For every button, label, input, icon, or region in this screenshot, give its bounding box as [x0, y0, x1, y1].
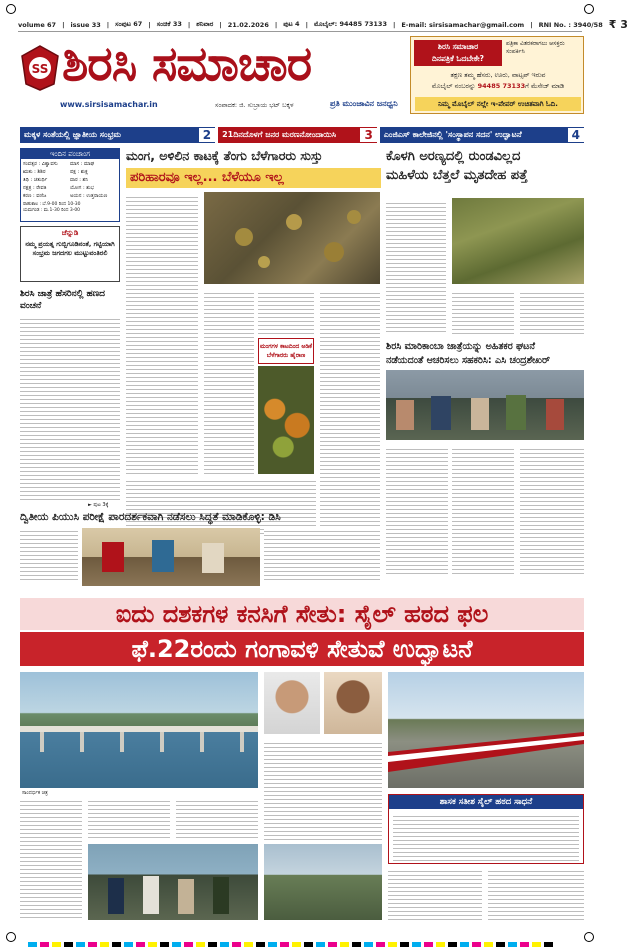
panchanga-row [23, 160, 117, 168]
panchanga-cell: ವಾರ : ಶನಿ [70, 177, 89, 183]
continued: ► ಪುಟ 3ಕ್ಕೆ [88, 502, 109, 508]
saile-box [388, 794, 584, 864]
article-body [258, 290, 314, 336]
rahu-kala: ರಾಹುಕಾಲ : ಬೆ.9-00 ರಿಂದ 10-30 [23, 202, 81, 207]
article-body [520, 290, 584, 334]
registration-mark [6, 932, 16, 942]
editor-line: ಸಂಪಾದಕ: ಜಿ. ಸುಬ್ರಾಯ ಭಟ್ ಬಕ್ಕಳ [215, 101, 294, 109]
pullquote: ಮಂಗಗಳ ಕಾಟದಿಂದ ಅಡಿಕೆ ಬೆಳೆಗಾರರು ಹೈರಾಣ [258, 338, 314, 364]
article-body [88, 798, 170, 840]
email: E-mail: sirsisamachar@gmail.com [401, 20, 525, 29]
article-body [388, 868, 482, 920]
article-body [386, 200, 446, 334]
bridge-headline-2: ಫೆ.22ರಂದು ಗಂಗಾವಳಿ ಸೇತುವೆ ಉದ್ಘಾಟನೆ [20, 632, 584, 666]
tagline: ಪ್ರತಿ ಮುಂಜಾವಿನ ಜನಧ್ವನಿ [330, 99, 398, 108]
article-body [20, 798, 82, 920]
issue: issue 33 [70, 20, 101, 29]
color-calibration-strip [28, 932, 572, 940]
portrait-photo-1 [264, 672, 320, 734]
panchanga-row [23, 168, 117, 176]
panchanga-cell: ಪಕ್ಷ : ಶುಕ್ಲ [70, 169, 88, 175]
panchanga-cell: ಕರಣ : ವಣಿಜ [23, 193, 47, 199]
panchanga-row [23, 192, 117, 200]
yama-ganda: ಯಮಗಂಡ : ಮ.1-30 ರಿಂದ 3-00 [23, 208, 81, 213]
article-body [176, 798, 258, 840]
promo-badge: ಶಿರಸಿ ಸಮಾಚಾರ ದಿನಪತ್ರಿಕೆ ಓದಬೇಕೇ? [414, 40, 502, 66]
quote-text: ನಮ್ಮ ಪ್ರಯತ್ನ ಗುಬ್ಬಿಗೂಡಿನಂತೆ, ಗಟ್ಟಿಯಾಗಿ ಸಂಭ್ರಮ ಜಗದಗಲ ಮುಟ್ಟುವಂತಿರಲಿ [25, 240, 115, 257]
panchanga-row [23, 184, 117, 192]
forest-photo [452, 198, 584, 284]
mango-headline-bottom: ಪರಿಹಾರವೂ ಇಲ್ಲ... ಬೆಳೆಯೂ ಇಲ್ಲ [126, 168, 381, 188]
article-body [386, 446, 448, 574]
weekday: ಶನಿವಾರ [196, 20, 214, 28]
promo-line2: ಮೊಬೈಲ್ ನಂಬರನ್ನು 94485 73133ಗೆ ಮೆಸೇಜ್ ಮಾಡಿ [431, 82, 565, 90]
article-body [264, 740, 382, 840]
article-body [452, 290, 514, 334]
article-body [126, 194, 198, 474]
website: www.sirsisamachar.in [60, 100, 158, 109]
panchanga-cell: ಯೋಗ : ಶುಭ [70, 185, 94, 191]
promo-right: ಪತ್ರಿಕಾ ವಿತರಕರಾಗಲು ಆಸಕ್ತರು ಸಂಪರ್ಕಿಸಿ [506, 40, 565, 55]
page-count: ಪುಟ 4 [283, 20, 300, 28]
svg-text:SS: SS [31, 62, 49, 76]
promo-box [410, 36, 584, 114]
panchanga-cell: ನಕ್ಷತ್ರ : ರೇವತಿ [23, 185, 47, 191]
panchanga-box [20, 148, 120, 222]
article-body [488, 868, 584, 920]
quote-title: ಚೆನ್ನುಡಿ [61, 229, 79, 237]
mango-headline-top: ಮಂಗ, ಅಳಿಲಿನ ಕಾಟಕ್ಕೆ ತೆಂಗು ಬೆಳೆಗಾರರು ಸುಸ್ತು [126, 148, 323, 163]
quote-box [20, 226, 120, 282]
samputa: ಸಂಪುಟ 67 [115, 20, 143, 28]
jatre-meeting-headline-2: ನಡೆಯದಂತೆ ಆಚರಿಸಲು ಸಹಕರಿಸಿ: ಎಸಿ ಚಂದ್ರಶೇಖರ್ [386, 355, 551, 366]
article-body [126, 478, 316, 534]
registration-mark [584, 932, 594, 942]
coconuts-photo [258, 366, 314, 474]
portrait-photo-2 [324, 672, 382, 734]
article-body [264, 528, 380, 582]
price: ₹ 3 [608, 18, 628, 31]
panchanga-cell: ಸಂವತ್ಸರ : ವಿಶ್ವಾವಸು [23, 161, 58, 167]
article-body [520, 446, 584, 574]
promo-footer: ನಿಮ್ಮ ಮೊಬೈಲ್ ನಲ್ಲೇ ಇ-ಪೇಪರ್ ಉಚಿತವಾಗಿ ಓದಿ. [415, 97, 581, 111]
registration-mark [584, 4, 594, 14]
promo-line1: ತಕ್ಷಣ ತಮ್ಮ ಹೆಸರು, ಊರು, ವಾಟ್ಸಪ್ ಇರುವ [450, 71, 546, 79]
rni: RNI No. : 3940/58 [538, 20, 603, 29]
panchanga-cell: ಅಯನ : ಉತ್ತರಾಯಣ [70, 193, 108, 199]
meeting-photo [386, 370, 584, 440]
index-item-2[interactable]: 21ದಿನದೊಳಗೆ ಜನರ ಮರಣನೋಂದಾಯಿಸಿ 3 [218, 127, 377, 143]
jatre-meeting-headline-1: ಶಿರಸಿ ಮಾರಿಕಾಂಬಾ ಜಾತ್ರೆಯನ್ನು ಅಹಿತಕರ ಘಟನೆ [386, 341, 536, 352]
murder-headline-2: ಮಹಿಳೆಯ ಬೆತ್ತಲೆ ಮೃತದೇಹ ಪತ್ತೆ [386, 168, 528, 183]
logo-emblem [20, 44, 60, 92]
date: 21.02.2026 [227, 20, 269, 29]
index-item-1[interactable]: ಮಕ್ಕಳ ಸಂತೆಯಲ್ಲಿ ಜ್ಞಾತೀಯ ಸಂಭ್ರಮ 2 [20, 127, 215, 143]
panchanga-cell: ತಿಥಿ : ಚತುರ್ಥಿ [23, 177, 48, 183]
index-item-3[interactable]: ಎಂಜಿಎಸ್ ಕಾಲೇಜಿನಲ್ಲಿ 'ಸಂಸ್ಥಾಪನ ಸದನ' ಉದ್ಘಾಟನೆ 4 [380, 127, 584, 143]
murder-headline-1: ಕೊಳಗಿ ಅರಣ್ಯದಲ್ಲಿ ರುಂಡವಿಲ್ಲದ [386, 149, 521, 164]
bridge-aerial-photo [20, 672, 258, 788]
panchanga-cell: ಮಾಸ : ಮಾಘ [70, 161, 95, 167]
exam-headline: ದ್ವಿತೀಯ ಪಿಯುಸಿ ಪರೀಕ್ಷೆ ಪಾರದರ್ಶಕವಾಗಿ ನಡೆಸಲು ಸಿದ್ಧತೆ ಮಾಡಿಕೊಳ್ಳಿ: ಡಿಸಿ [20, 511, 281, 523]
panchanga-row [23, 176, 117, 184]
dc-meeting-photo [82, 528, 260, 586]
photo-caption: ಸಾಂದರ್ಭಿಕ ಚಿತ್ರ [22, 790, 48, 796]
saile-box-title: ಶಾಸಕ ಸತೀಶ ಸೈಲ್ ಹಠದ ಸಾಧನೆ [389, 795, 583, 809]
volume: volume 67 [18, 20, 57, 29]
article-body [393, 813, 579, 861]
registration-mark [6, 4, 16, 14]
article-body [204, 290, 254, 474]
jatre-scam-headline: ಶಿರಸಿ ಜಾತ್ರೆ ಹೆಸರಿನಲ್ಲಿ ಹಣದ ವಂಚನೆ [20, 289, 105, 311]
bridge-deck-photo [388, 672, 584, 788]
index-bar [20, 127, 584, 143]
article-body [452, 446, 514, 574]
masthead-title: ಶಿರಸಿ ಸಮಾಚಾರ [62, 36, 312, 92]
inspection-photo [88, 844, 258, 920]
coconuts-ground-photo [204, 192, 380, 284]
panchanga-title: ಇಂದಿನ ಪಂಚಾಂಗ [21, 149, 119, 159]
sanchike: ಸಂಚಿಕೆ 33 [156, 20, 182, 28]
bridge-headline-1: ಐದು ದಶಕಗಳ ಕನಸಿಗೆ ಸೇತು: ಸೈಲ್ ಹಠದ ಫಲ [20, 598, 584, 630]
article-body [20, 316, 120, 500]
bridge-work-photo [264, 844, 382, 920]
mobile: ಮೊಬೈಲ್: 94485 73133 [313, 20, 387, 28]
info-bar: volume 67 | issue 33 | ಸಂಪುಟ 67 | ಸಂಚಿಕೆ 33 | ಶನಿವಾರ | 21.02.2026 | ಪುಟ 4 | ಮೊಬೈಲ್: 94485 73133 | E-mail: sirsisamachar@gmail.com | RNI No. : 3940/58 ₹ 3 [18, 18, 628, 31]
article-body [20, 528, 78, 582]
panchanga-cell: ಋತು : ಶಿಶಿರ [23, 169, 46, 175]
